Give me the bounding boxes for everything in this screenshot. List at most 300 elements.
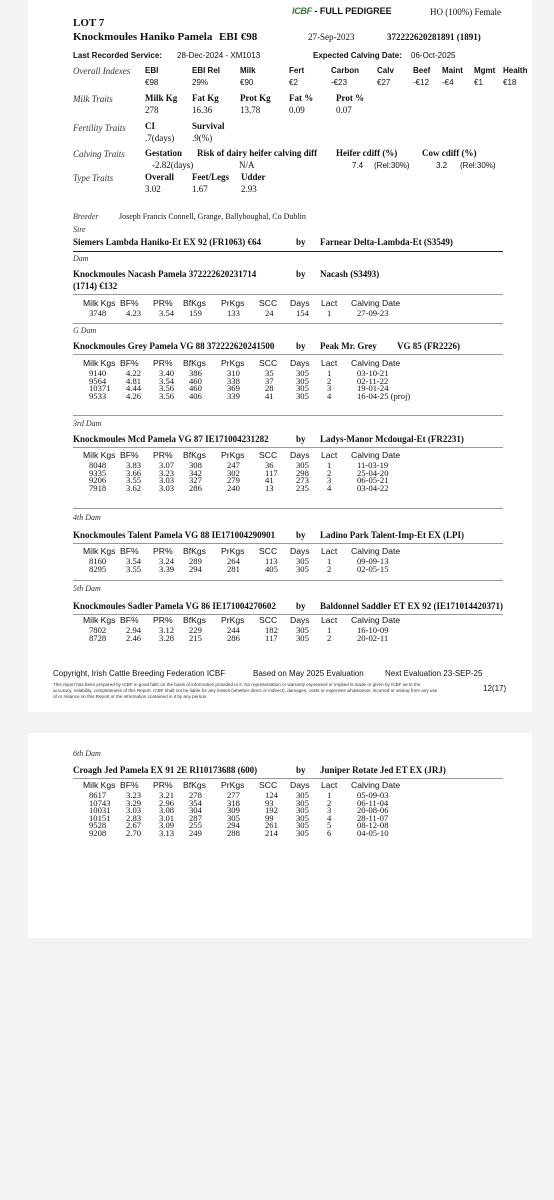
table-header-cell: PrKgs <box>221 450 245 460</box>
table-cell: 16-04-25 (proj) <box>357 390 411 401</box>
table-cell: 8617 <box>89 790 107 800</box>
heifer-cdiff-header: Heifer cdiff (%) <box>336 148 398 158</box>
table-header-cell: Lact <box>321 298 338 308</box>
table-cell: 3 <box>327 383 332 394</box>
milk-trait-value: 13.78 <box>240 105 261 115</box>
table-cell: 3.62 <box>126 482 142 493</box>
dam-name: Knockmoules Nacash Pamela 372222620231714 <box>73 269 257 279</box>
table-cell: 02-11-22 <box>357 375 389 386</box>
index-value: 29% <box>192 78 209 87</box>
table-cell: 308 <box>189 460 202 470</box>
divider <box>73 251 503 252</box>
6th-dam-name: Croagh Jed Pamela EX 91 2E RI10173688 (600) <box>73 765 258 775</box>
table-cell: 305 <box>296 632 309 643</box>
table-cell: 41 <box>265 475 274 486</box>
gdam-parent: Peak Mr. Grey <box>320 341 377 351</box>
sire-name: Siemers Lambda Haniko-Et EX 92 (FR1063) €64 <box>73 237 262 247</box>
table-cell: 16-10-09 <box>357 625 389 635</box>
table-cell: 386 <box>189 368 202 378</box>
type-value: 2.93 <box>241 184 257 194</box>
table-cell: 2 <box>327 797 332 808</box>
table-cell: 247 <box>227 460 240 470</box>
table-cell: 41 <box>265 390 274 401</box>
table-header-cell: SCC <box>259 298 278 308</box>
milk-trait-value: 0.07 <box>336 105 352 115</box>
table-cell: 4 <box>327 812 332 823</box>
table-cell: 4.81 <box>126 375 142 386</box>
sire-label: Sire <box>73 225 86 234</box>
table-cell: 4.44 <box>126 383 142 394</box>
table-cell: 278 <box>189 790 202 800</box>
table-cell: 244 <box>227 625 240 635</box>
table-header-cell: SCC <box>259 546 278 556</box>
table-header-cell: Days <box>290 546 310 556</box>
table-header-cell: Milk Kgs <box>83 546 116 556</box>
index-header: Beef <box>413 66 431 75</box>
table-cell: 20-08-06 <box>357 805 389 816</box>
table-header-cell: PR% <box>153 298 173 308</box>
table-header-cell: SCC <box>259 780 278 790</box>
table-cell: 9208 <box>89 828 107 838</box>
table-cell: 10743 <box>89 797 111 808</box>
table-cell: 3.54 <box>159 375 175 386</box>
table-cell: 3 <box>327 475 332 486</box>
table-cell: 305 <box>296 390 309 401</box>
table-header-cell: Days <box>290 358 310 368</box>
table-cell: 1 <box>327 460 332 470</box>
table-header-cell: PrKgs <box>221 615 245 625</box>
table-cell: 286 <box>227 632 240 643</box>
index-header: Milk <box>240 66 256 75</box>
breeder-label: Breeder <box>73 212 99 221</box>
table-cell: 302 <box>227 467 240 478</box>
table-cell: 133 <box>227 308 240 318</box>
table-cell: 3.03 <box>159 475 175 486</box>
milk-trait-value: 0.09 <box>289 105 305 115</box>
table-cell: 9335 <box>89 467 107 478</box>
table-cell: 13 <box>265 482 274 493</box>
table-header-cell: Milk Kgs <box>83 450 116 460</box>
breed-sex: HO (100%) Female <box>430 7 501 17</box>
table-cell: 3.24 <box>159 556 175 566</box>
cow-cdiff-rel: (Rel:30%) <box>460 161 496 170</box>
table-cell: 25-04-20 <box>357 467 389 478</box>
table-cell: 305 <box>296 368 309 378</box>
divider <box>73 543 503 544</box>
table-header-cell: BfKgs <box>183 546 206 556</box>
table-cell: 309 <box>227 805 240 816</box>
table-cell: 4 <box>327 482 332 493</box>
index-header: Carbon <box>331 66 359 75</box>
table-cell: 305 <box>296 790 309 800</box>
table-cell: 6 <box>327 828 332 838</box>
table-header-cell: Days <box>290 450 310 460</box>
evaluation: Based on May 2025 Evaluation <box>253 669 364 678</box>
fertility-header: CI <box>145 121 156 131</box>
divider <box>73 294 503 295</box>
divider <box>73 415 503 416</box>
table-header-cell: BfKgs <box>183 615 206 625</box>
6th-dam-parent: Juniper Rotate Jed ET EX (JRJ) <box>320 765 446 775</box>
table-cell: 04-05-10 <box>357 828 389 838</box>
index-header: EBI Rel <box>192 66 221 75</box>
table-cell: 03-10-21 <box>357 368 389 378</box>
table-cell: 3.03 <box>159 482 175 493</box>
table-cell: 460 <box>189 383 202 394</box>
table-cell: 305 <box>296 820 309 831</box>
table-cell: 305 <box>296 812 309 823</box>
table-cell: 2.94 <box>126 625 142 635</box>
gdam-parent-grade: VG 85 (FR2226) <box>397 341 460 351</box>
index-value: -€12 <box>413 78 430 87</box>
table-cell: 8728 <box>89 632 107 643</box>
table-header-cell: Lact <box>321 358 338 368</box>
index-value: €90 <box>240 78 254 87</box>
table-cell: 3.23 <box>126 790 142 800</box>
table-cell: 305 <box>296 375 309 386</box>
table-cell: 327 <box>189 475 202 486</box>
table-cell: 287 <box>189 812 202 823</box>
page-number: 12(17) <box>483 684 507 693</box>
index-header: Maint <box>442 66 463 75</box>
table-header-cell: PR% <box>153 615 173 625</box>
index-value: -€23 <box>331 78 348 87</box>
table-cell: 240 <box>227 482 240 493</box>
table-header-cell: Lact <box>321 546 338 556</box>
table-cell: 10151 <box>89 812 111 823</box>
table-cell: 310 <box>227 368 240 378</box>
table-cell: 3.03 <box>126 805 142 816</box>
cow-cdiff-value: 3.2 <box>436 161 448 170</box>
table-cell: 09-09-13 <box>357 556 389 566</box>
table-cell: 3.55 <box>126 563 142 574</box>
table-cell: 286 <box>189 482 202 493</box>
index-header: Calv <box>377 66 394 75</box>
pedigree-page-2 <box>28 733 532 938</box>
risk-header: Risk of dairy heifer calving diff <box>197 148 318 158</box>
table-header-cell: BfKgs <box>183 358 206 368</box>
table-cell: 3.29 <box>126 797 142 808</box>
table-cell: 3748 <box>89 308 107 318</box>
type-header: Udder <box>241 172 266 182</box>
table-cell: 192 <box>265 805 278 816</box>
calving-traits-label: Calving Traits <box>73 149 125 159</box>
table-header-cell: Calving Date <box>351 780 401 790</box>
table-cell: 10371 <box>89 383 111 394</box>
table-cell: 9206 <box>89 475 107 486</box>
table-cell: 1 <box>327 556 332 566</box>
index-value: €1 <box>474 78 483 87</box>
table-cell: 37 <box>265 375 274 386</box>
milk-trait-header: Milk Kg <box>145 93 178 103</box>
table-cell: 28-11-07 <box>357 812 389 823</box>
table-cell: 117 <box>265 467 278 478</box>
table-cell: 3.21 <box>159 790 175 800</box>
table-header-cell: Milk Kgs <box>83 615 116 625</box>
animal-dob: 27-Sep-2023 <box>308 32 355 42</box>
table-cell: 3.28 <box>159 632 175 643</box>
table-cell: 3.54 <box>159 308 175 318</box>
table-header-cell: Calving Date <box>351 358 401 368</box>
table-cell: 305 <box>227 812 240 823</box>
animal-ebi: EBI €98 <box>219 31 258 43</box>
table-cell: 369 <box>227 383 240 394</box>
4th-dam-name: Knockmoules Talent Pamela VG 88 IE171004290901 <box>73 530 276 540</box>
table-header-cell: Lact <box>321 780 338 790</box>
risk-value: N/A <box>239 160 255 170</box>
index-value: €2 <box>289 78 298 87</box>
table-cell: 28 <box>265 383 274 394</box>
table-cell: 4 <box>327 390 332 401</box>
table-cell: 294 <box>227 820 240 831</box>
table-cell: 338 <box>227 375 240 386</box>
5th-dam-label: 5th Dam <box>73 584 101 593</box>
table-cell: 2.83 <box>126 812 142 823</box>
table-header-cell: Calving Date <box>351 298 401 308</box>
table-cell: 35 <box>265 368 274 378</box>
5th-dam-name: Knockmoules Sadler Pamela VG 86 IE171004270602 <box>73 601 276 611</box>
table-cell: 3.40 <box>159 368 175 378</box>
milk-trait-header: Fat % <box>289 93 314 103</box>
type-value: 3.02 <box>145 184 161 194</box>
table-cell: 305 <box>296 828 309 838</box>
table-cell: 2.70 <box>126 828 142 838</box>
lot-number: LOT 7 <box>73 17 105 29</box>
index-value: -€4 <box>442 78 454 87</box>
table-cell: 405 <box>265 563 278 574</box>
dam-by: by <box>296 269 306 279</box>
table-cell: 93 <box>265 797 274 808</box>
icbf-logo: ICBF <box>292 6 312 16</box>
sire-parent: Farnear Delta-Lambda-Et (S3549) <box>320 237 453 247</box>
table-cell: 117 <box>265 632 278 643</box>
table-header-cell: Calving Date <box>351 546 401 556</box>
table-cell: 3.09 <box>159 820 175 831</box>
type-traits-label: Type Traits <box>73 173 114 183</box>
milk-traits-label: Milk Traits <box>73 94 113 104</box>
table-cell: 9140 <box>89 368 107 378</box>
table-cell: 3.07 <box>159 460 175 470</box>
table-cell: 3.55 <box>126 475 142 486</box>
report-title <box>292 6 392 16</box>
table-cell: 279 <box>227 475 240 486</box>
table-cell: 124 <box>265 790 278 800</box>
table-cell: 3.01 <box>159 812 175 823</box>
table-cell: 277 <box>227 790 240 800</box>
table-header-cell: PrKgs <box>221 298 245 308</box>
heifer-cdiff-value: 7.4 <box>352 161 364 170</box>
table-cell: 20-02-11 <box>357 632 389 643</box>
fertility-value: .9(%) <box>192 133 213 143</box>
table-cell: 305 <box>296 625 309 635</box>
index-header: Fert <box>289 66 305 75</box>
divider <box>73 580 503 581</box>
table-cell: 2 <box>327 632 332 643</box>
table-cell: 273 <box>296 475 309 486</box>
gdam-by: by <box>296 341 306 351</box>
table-cell: 214 <box>265 828 278 838</box>
table-cell: 3.83 <box>126 460 142 470</box>
table-header-cell: BfKgs <box>183 298 206 308</box>
table-cell: 1 <box>327 368 332 378</box>
table-cell: 05-09-03 <box>357 790 389 800</box>
5th-dam-parent: Baldonnel Saddler ET EX 92 (IE171014420371) <box>320 601 503 611</box>
table-cell: 8295 <box>89 563 107 574</box>
milk-trait-header: Prot Kg <box>240 93 271 103</box>
table-cell: 298 <box>296 467 309 478</box>
fertility-value: .7(days) <box>145 133 175 143</box>
gestation-value: -2.82(days) <box>152 160 194 170</box>
milk-trait-header: Fat Kg <box>192 93 219 103</box>
table-cell: 9528 <box>89 820 107 831</box>
sire-by: by <box>296 237 306 247</box>
table-cell: 3.23 <box>159 467 175 478</box>
dam-parent: Nacash (S3493) <box>320 269 380 279</box>
table-header-cell: SCC <box>259 358 278 368</box>
table-cell: 36 <box>265 460 274 470</box>
6th-dam-label: 6th Dam <box>73 749 101 758</box>
table-header-cell: BF% <box>120 780 139 790</box>
table-header-cell: PrKgs <box>221 780 245 790</box>
table-cell: 255 <box>189 820 202 831</box>
table-cell: 3.13 <box>159 828 175 838</box>
table-cell: 03-04-22 <box>357 482 389 493</box>
table-cell: 1 <box>327 625 332 635</box>
dam-label: Dam <box>73 254 89 263</box>
index-header: Mgmt <box>474 66 496 75</box>
table-header-cell: Milk Kgs <box>83 298 116 308</box>
type-header: Overall <box>145 172 174 182</box>
3rd-dam-name: Knockmoules Mcd Pamela VG 87 IE171004231282 <box>73 434 269 444</box>
table-cell: 305 <box>296 383 309 394</box>
table-cell: 229 <box>189 625 202 635</box>
table-header-cell: BfKgs <box>183 450 206 460</box>
table-cell: 9533 <box>89 390 107 401</box>
table-cell: 154 <box>296 308 309 318</box>
table-cell: 3.66 <box>126 467 142 478</box>
table-cell: 460 <box>189 375 202 386</box>
animal-name: Knockmoules Haniko Pamela <box>73 31 213 43</box>
heifer-cdiff-rel: (Rel:30%) <box>374 161 410 170</box>
pedigree-page-1 <box>28 0 532 712</box>
table-cell: 2.96 <box>159 797 175 808</box>
last-service-label: Last Recorded Service: <box>73 51 162 60</box>
table-cell: 06-11-04 <box>357 797 389 808</box>
4th-dam-by: by <box>296 530 306 540</box>
table-header-cell: Days <box>290 615 310 625</box>
index-header: Health <box>503 66 528 75</box>
divider <box>73 778 503 779</box>
table-cell: 2.67 <box>126 820 142 831</box>
table-cell: 02-05-15 <box>357 563 389 574</box>
next-evaluation: Next Evaluation 23-SEP-25 <box>385 669 483 678</box>
table-header-cell: Days <box>290 780 310 790</box>
table-cell: 06-05-21 <box>357 475 389 486</box>
overall-indexes-label: Overall Indexes <box>73 66 131 76</box>
dam-name-2: (1714) €132 <box>73 281 118 291</box>
table-header-cell: Lact <box>321 615 338 625</box>
table-cell: 294 <box>189 563 202 574</box>
6th-dam-by: by <box>296 765 306 775</box>
table-cell: 339 <box>227 390 240 401</box>
milk-trait-value: 278 <box>145 105 159 115</box>
gdam-name: Knockmoules Grey Pamela VG 88 372222620241500 <box>73 341 275 351</box>
table-cell: 305 <box>296 556 309 566</box>
table-header-cell: PR% <box>153 358 173 368</box>
table-cell: 4.23 <box>126 308 142 318</box>
disclaimer: This report has been prepared by ICBF in good faith on the basis of information provided to it. No representation or warranty expressed or implied is made or given by ICBF as to the accuracy, reliability, completeness of this Report. ICBF shall not be liable for any losses (whether direct or indirect), damages, costs or expenses whatsoever, incurred or arising from any use of or reliance on this Report or the information contained in it by any person. <box>53 682 438 699</box>
table-cell: 99 <box>265 812 274 823</box>
table-cell: 24 <box>265 308 274 318</box>
table-header-cell: PrKgs <box>221 546 245 556</box>
table-cell: 288 <box>227 828 240 838</box>
table-cell: 4.22 <box>126 368 142 378</box>
table-cell: 27-09-23 <box>357 308 389 318</box>
table-cell: 2 <box>327 563 332 574</box>
milk-trait-value: 16.36 <box>192 105 213 115</box>
fertility-traits-label: Fertility Traits <box>73 123 126 133</box>
table-cell: 08-12-08 <box>357 820 389 831</box>
table-header-cell: Lact <box>321 450 338 460</box>
4th-dam-parent: Ladino Park Talent-Imp-Et EX (LPI) <box>320 530 465 540</box>
table-cell: 3.12 <box>159 625 175 635</box>
divider <box>73 354 503 355</box>
table-cell: 159 <box>189 308 202 318</box>
table-cell: 3 <box>327 805 332 816</box>
index-value: €98 <box>145 78 159 87</box>
table-header-cell: Calving Date <box>351 615 401 625</box>
table-cell: 304 <box>189 805 202 816</box>
table-cell: 215 <box>189 632 202 643</box>
last-service-value: 28-Dec-2024 - XM1013 <box>177 51 261 60</box>
type-value: 1.67 <box>192 184 208 194</box>
gestation-header: Gestation <box>145 148 182 158</box>
milk-trait-header: Prot % <box>336 93 365 103</box>
table-cell: 7802 <box>89 625 107 635</box>
table-cell: 3.08 <box>159 805 175 816</box>
expected-calving-label: Expected Calving Date: <box>313 51 402 60</box>
animal-id: 372222620281891 (1891) <box>387 32 481 42</box>
table-cell: 19-01-24 <box>357 383 389 394</box>
table-cell: 182 <box>265 625 278 635</box>
index-header: EBI <box>145 66 159 75</box>
table-cell: 3.56 <box>159 390 175 401</box>
table-cell: 281 <box>227 563 240 574</box>
breeder-value: Joseph Francis Connell, Grange, Ballyboughal, Co Dublin <box>119 212 306 221</box>
expected-calving-value: 06-Oct-2025 <box>411 51 456 60</box>
table-header-cell: BfKgs <box>183 780 206 790</box>
table-header-cell: BF% <box>120 298 139 308</box>
gdam-label: G Dam <box>73 326 97 335</box>
table-cell: 2.46 <box>126 632 142 643</box>
table-cell: 1 <box>327 308 332 318</box>
3rd-dam-label: 3rd Dam <box>73 419 102 428</box>
type-header: Feet/Legs <box>192 172 229 182</box>
table-cell: 289 <box>189 556 202 566</box>
table-cell: 2 <box>327 467 332 478</box>
report-type: - FULL PEDIGREE <box>314 6 392 16</box>
copyright: Copyright, Irish Cattle Breeding Federation ICBF <box>53 669 226 678</box>
5th-dam-by: by <box>296 601 306 611</box>
table-cell: 10031 <box>89 805 111 816</box>
cow-cdiff-header: Cow cdiff (%) <box>422 148 477 158</box>
table-cell: 1 <box>327 790 332 800</box>
table-cell: 9564 <box>89 375 107 386</box>
table-cell: 342 <box>189 467 202 478</box>
table-cell: 264 <box>227 556 240 566</box>
table-header-cell: SCC <box>259 615 278 625</box>
table-cell: 305 <box>296 797 309 808</box>
